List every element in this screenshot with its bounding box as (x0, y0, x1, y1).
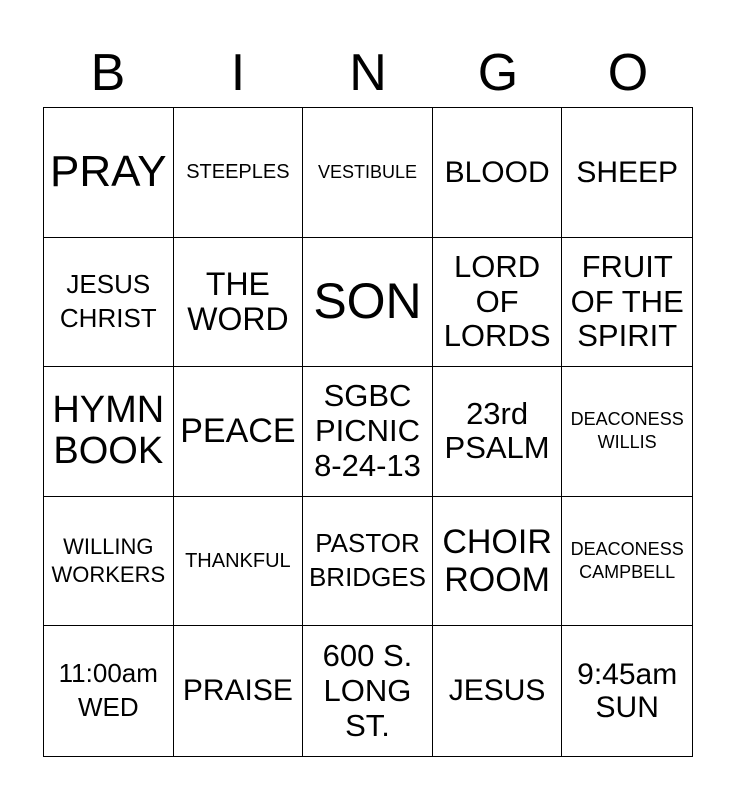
bingo-cell[interactable]: SGBC PICNIC 8-24-13 (303, 367, 433, 497)
header-letter-b: B (90, 44, 126, 102)
bingo-cell[interactable]: SON (303, 238, 433, 368)
bingo-cell[interactable]: FRUIT OF THE SPIRIT (562, 238, 692, 368)
bingo-cell[interactable]: STEEPLES (174, 108, 304, 238)
bingo-header (43, 40, 693, 106)
bingo-cell[interactable]: PEACE (174, 367, 304, 497)
bingo-cell[interactable]: 600 S. LONG ST. (303, 626, 433, 756)
header-letter-i: I (230, 44, 246, 102)
bingo-cell[interactable]: VESTIBULE (303, 108, 433, 238)
bingo-cell[interactable]: BLOOD (433, 108, 563, 238)
bingo-cell[interactable]: HYMN BOOK (44, 367, 174, 497)
bingo-cell[interactable]: CHOIR ROOM (433, 497, 563, 627)
bingo-cell[interactable]: DEACONESS WILLIS (562, 367, 692, 497)
bingo-cell[interactable]: SHEEP (562, 108, 692, 238)
bingo-cell[interactable]: DEACONESS CAMPBELL (562, 497, 692, 627)
bingo-cell[interactable]: JESUS CHRIST (44, 238, 174, 368)
bingo-cell[interactable]: 23rd PSALM (433, 367, 563, 497)
header-letter-n: N (349, 44, 387, 102)
bingo-cell[interactable]: PRAISE (174, 626, 304, 756)
bingo-cell[interactable]: PRAY (44, 108, 174, 238)
bingo-cell[interactable]: PASTOR BRIDGES (303, 497, 433, 627)
bingo-board (43, 107, 693, 757)
bingo-cell[interactable]: JESUS (433, 626, 563, 756)
bingo-cell[interactable]: LORD OF LORDS (433, 238, 563, 368)
bingo-cell[interactable]: THANKFUL (174, 497, 304, 627)
header-letter-o: O (607, 44, 649, 102)
bingo-cell[interactable]: 11:00am WED (44, 626, 174, 756)
bingo-cell[interactable]: THE WORD (174, 238, 304, 368)
bingo-cell[interactable]: WILLING WORKERS (44, 497, 174, 627)
header-letter-g: G (477, 44, 519, 102)
bingo-cell[interactable]: 9:45am SUN (577, 657, 678, 725)
